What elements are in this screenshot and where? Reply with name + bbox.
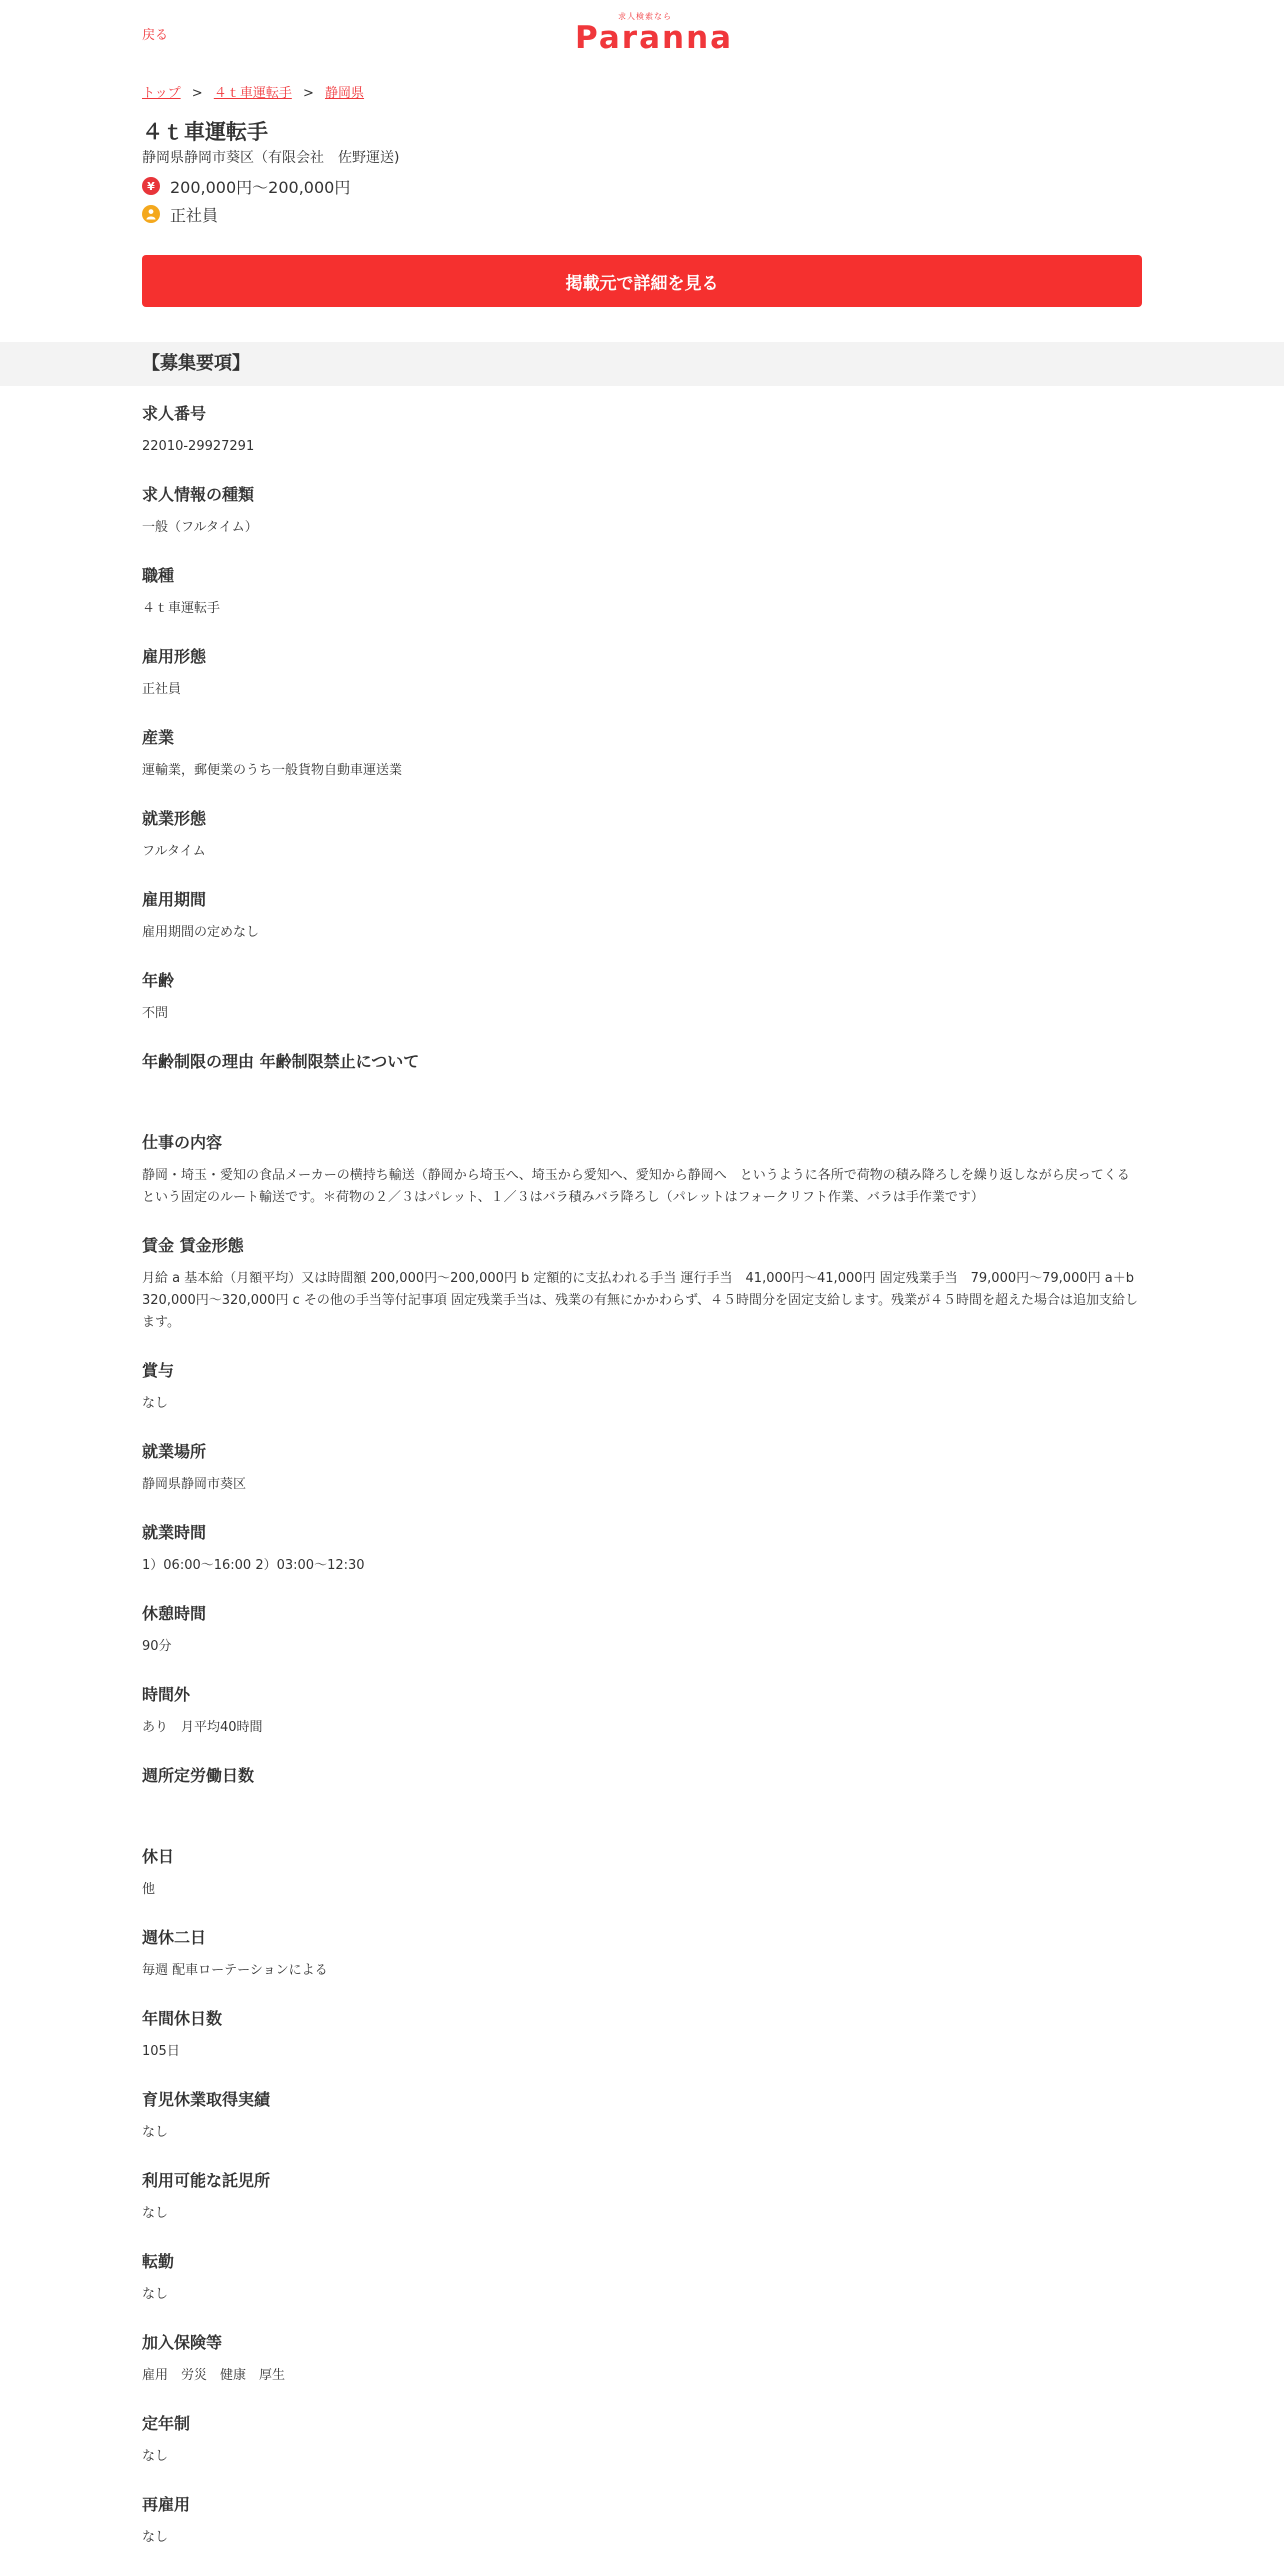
detail-field-label: 就業時間 bbox=[142, 1523, 207, 1542]
detail-field bbox=[142, 971, 1142, 1025]
employment-row bbox=[142, 205, 1142, 223]
detail-field-label: 年齢制限の理由 年齢制限禁止について bbox=[142, 1052, 420, 1071]
detail-field-value: なし bbox=[142, 1396, 169, 1411]
detail-field-label: 転勤 bbox=[142, 2252, 175, 2271]
detail-field-value bbox=[142, 1084, 1142, 1106]
detail-field-label: 就業形態 bbox=[142, 809, 207, 828]
detail-field-value: 105日 bbox=[142, 2044, 180, 2059]
detail-field-value: なし bbox=[142, 2125, 169, 2140]
breadcrumb-separator: > bbox=[302, 86, 314, 101]
detail-field-value: 毎週 配車ローテーションによる bbox=[142, 1963, 328, 1978]
detail-field-label: 育児休業取得実績 bbox=[142, 2090, 271, 2109]
company-name: 静岡県静岡市葵区（有限会社 佐野運送) bbox=[142, 150, 400, 166]
detail-field-label: 雇用期間 bbox=[142, 890, 207, 909]
detail-field-value: 静岡県静岡市葵区 bbox=[142, 1477, 247, 1492]
detail-field-value: あり 月平均40時間 bbox=[142, 1720, 263, 1735]
logo-text: Paranna bbox=[575, 20, 734, 56]
detail-field-value: なし bbox=[142, 2287, 169, 2302]
detail-field-label: 雇用形態 bbox=[142, 647, 207, 666]
detail-field bbox=[142, 2333, 1142, 2387]
detail-field bbox=[142, 647, 1142, 701]
detail-field-label: 就業場所 bbox=[142, 1442, 207, 1461]
detail-field bbox=[142, 890, 1142, 944]
detail-field-value: 雇用期間の定めなし bbox=[142, 925, 260, 940]
salary-value: 200,000円～200,000円 bbox=[170, 177, 351, 197]
detail-field-value: 不問 bbox=[142, 1006, 169, 1021]
salary-row bbox=[142, 177, 1142, 195]
section-header bbox=[0, 342, 1284, 386]
detail-field bbox=[142, 1766, 1142, 1820]
breadcrumb-top-link[interactable]: トップ bbox=[142, 86, 181, 101]
detail-field-label: 賞与 bbox=[142, 1361, 175, 1380]
detail-field bbox=[142, 1604, 1142, 1658]
detail-field bbox=[142, 1236, 1142, 1334]
detail-field bbox=[142, 1928, 1142, 1982]
detail-field-label: 加入保険等 bbox=[142, 2333, 223, 2352]
breadcrumb-prefecture-link[interactable]: 静岡県 bbox=[325, 86, 365, 101]
detail-field-value: ４ｔ車運転手 bbox=[142, 601, 221, 616]
detail-field-label: 休日 bbox=[142, 1847, 175, 1866]
detail-field-label: 賃金 賃金形態 bbox=[142, 1236, 244, 1255]
detail-field-value: 運輸業，郵便業のうち一般貨物自動車運送業 bbox=[142, 763, 403, 778]
detail-field bbox=[142, 809, 1142, 863]
detail-field-label: 時間外 bbox=[142, 1685, 191, 1704]
detail-field-label: 求人番号 bbox=[142, 404, 207, 423]
detail-field-label: 再雇用 bbox=[142, 2495, 191, 2514]
detail-field bbox=[142, 2252, 1142, 2306]
detail-field bbox=[142, 1052, 1142, 1106]
detail-field-label: 休憩時間 bbox=[142, 1604, 207, 1623]
detail-field-value: 1）06:00～16:00 2）03:00～12:30 bbox=[142, 1558, 365, 1573]
detail-field-label: 定年制 bbox=[142, 2414, 191, 2433]
detail-field-value: 月給 a 基本給（月額平均）又は時間額 200,000円～200,000円 b 定額的に支払われる手当 運行手当 41,000円～41,000円 固定残業手当 79,000円～79,000円 a＋b 320,000円～320,000円 c その他の手当等付記事項 固定残業手当は、残業の有無にかかわらず、４５時間分を固定支給します。残業が４５時間を超えた場合は追加支給します。 bbox=[142, 1271, 1139, 1330]
logo-tagline: 求人検索なら bbox=[618, 12, 672, 21]
detail-field bbox=[142, 2495, 1142, 2549]
header bbox=[142, 0, 1142, 66]
job-details-list bbox=[142, 386, 1142, 2549]
detail-field bbox=[142, 2009, 1142, 2063]
detail-field-value: 22010-29927291 bbox=[142, 439, 255, 454]
detail-field-label: 職種 bbox=[142, 566, 175, 585]
detail-field-label: 年間休日数 bbox=[142, 2009, 223, 2028]
back-link[interactable]: 戻る bbox=[142, 28, 169, 43]
detail-field-label: 年齢 bbox=[142, 971, 175, 990]
detail-field bbox=[142, 485, 1142, 539]
breadcrumb bbox=[142, 82, 1142, 100]
detail-field-label: 仕事の内容 bbox=[142, 1133, 223, 1152]
job-title: ４ｔ車運転手 bbox=[142, 120, 268, 144]
detail-field bbox=[142, 2414, 1142, 2468]
detail-field-value: 雇用 労災 健康 厚生 bbox=[142, 2368, 286, 2383]
detail-field-label: 利用可能な託児所 bbox=[142, 2171, 271, 2190]
detail-field bbox=[142, 728, 1142, 782]
detail-field bbox=[142, 1361, 1142, 1415]
section-title: 【募集要項】 bbox=[142, 353, 250, 374]
detail-field bbox=[142, 2090, 1142, 2144]
detail-field bbox=[142, 1133, 1142, 1209]
breadcrumb-job-link[interactable]: ４ｔ車運転手 bbox=[213, 86, 292, 101]
detail-field-value: 静岡・埼玉・愛知の食品メーカーの横持ち輸送（静岡から埼玉へ、埼玉から愛知へ、愛知から静岡へ というように各所で荷物の積み降ろしを繰り返しながら戻ってくるという固定のルート輸送です。＊荷物の２／３はパレット、１／３はバラ積みバラ降ろし（パレットはフォークリフト作業、バラは手作業です） bbox=[142, 1168, 1130, 1205]
view-details-button[interactable]: 掲載元で詳細を見る bbox=[142, 255, 1142, 307]
detail-field-value: フルタイム bbox=[142, 844, 206, 859]
detail-field-value: なし bbox=[142, 2206, 169, 2221]
logo[interactable] bbox=[575, 12, 734, 56]
detail-field-value: 他 bbox=[142, 1882, 156, 1897]
detail-field bbox=[142, 1523, 1142, 1577]
detail-field bbox=[142, 1847, 1142, 1901]
detail-field-value: 一般（フルタイム） bbox=[142, 520, 258, 535]
detail-field-label: 産業 bbox=[142, 728, 175, 747]
detail-field-value bbox=[142, 1798, 1142, 1820]
person-icon bbox=[142, 205, 160, 223]
detail-field bbox=[142, 1685, 1142, 1739]
detail-field bbox=[142, 1442, 1142, 1496]
detail-field-label: 週休二日 bbox=[142, 1928, 207, 1947]
detail-field bbox=[142, 404, 1142, 458]
detail-field-value: 正社員 bbox=[142, 682, 182, 697]
detail-field-label: 週所定労働日数 bbox=[142, 1766, 255, 1785]
detail-field bbox=[142, 2171, 1142, 2225]
detail-field-label: 求人情報の種類 bbox=[142, 485, 255, 504]
employment-value: 正社員 bbox=[170, 205, 219, 225]
yen-icon: ¥ bbox=[142, 177, 160, 195]
detail-field-value: 90分 bbox=[142, 1639, 172, 1654]
detail-field bbox=[142, 566, 1142, 620]
detail-field-value: なし bbox=[142, 2449, 169, 2464]
detail-field-value: なし bbox=[142, 2530, 169, 2545]
breadcrumb-separator: > bbox=[191, 86, 203, 101]
